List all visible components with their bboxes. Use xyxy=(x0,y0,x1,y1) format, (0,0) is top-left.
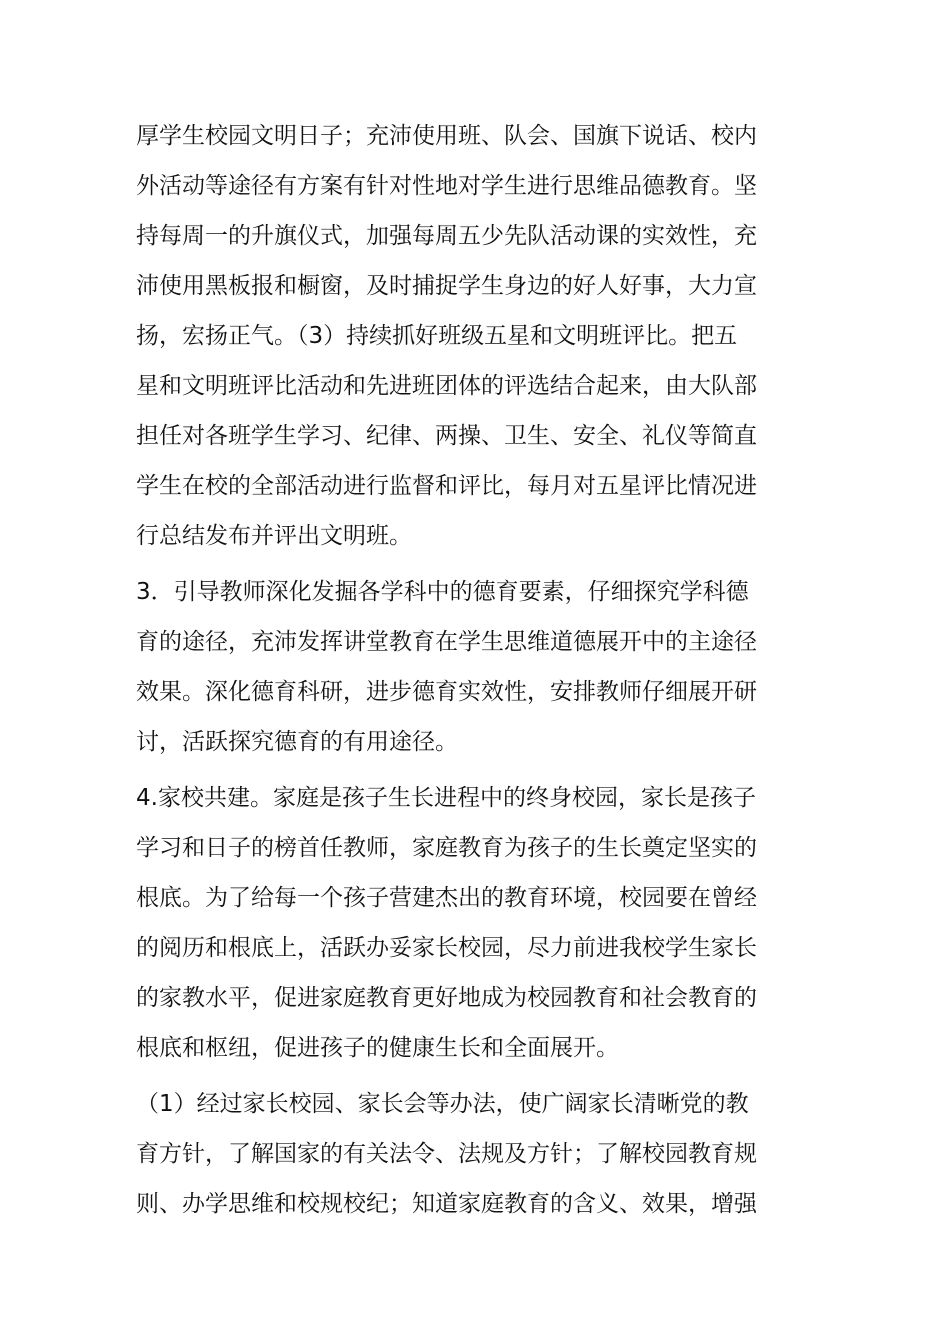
paragraph-4 xyxy=(136,1084,836,1234)
paragraph-line: 育方针，了解国家的有关法令、法规及方针；了解校园教育规 xyxy=(136,1141,757,1167)
paragraph-line: 扬，宏扬正气。（3）持续抓好班级五星和文明班评比。把五 xyxy=(136,323,738,349)
paragraph-3 xyxy=(136,778,836,1078)
paragraph-line: 外活动等途径有方案有针对性地对学生进行思维品德教育。坚 xyxy=(136,173,757,199)
paragraph-line: 效果。深化德育科研，进步德育实效性，安排教师仔细展开研 xyxy=(136,679,757,705)
paragraph-line: 学习和日子的榜首任教师，家庭教育为孩子的生长奠定坚实的 xyxy=(136,835,757,861)
paragraph-line: 担任对各班学生学习、纪律、两操、卫生、安全、礼仪等简直 xyxy=(136,423,757,449)
document-body xyxy=(136,116,836,1234)
paragraph-line: （1）经过家长校园、家长会等办法，使广阔家长清晰党的教 xyxy=(136,1091,749,1117)
paragraph-2 xyxy=(136,572,836,772)
paragraph-line: 星和文明班评比活动和先进班团体的评选结合起来，由大队部 xyxy=(136,373,757,399)
paragraph-line: 讨，活跃探究德育的有用途径。 xyxy=(136,729,458,755)
paragraph-line: 的家教水平，促进家庭教育更好地成为校园教育和社会教育的 xyxy=(136,985,757,1011)
paragraph-line: 的阅历和根底上，活跃办妥家长校园，尽力前进我校学生家长 xyxy=(136,935,757,961)
paragraph-line: 厚学生校园文明日子；充沛使用班、队会、国旗下说话、校内 xyxy=(136,123,757,149)
paragraph-line: 根底和枢纽，促进孩子的健康生长和全面展开。 xyxy=(136,1035,619,1061)
paragraph-line: 持每周一的升旗仪式，加强每周五少先队活动课的实效性，充 xyxy=(136,223,757,249)
paragraph-1 xyxy=(136,116,836,566)
paragraph-line: 育的途径，充沛发挥讲堂教育在学生思维道德展开中的主途径 xyxy=(136,629,757,655)
paragraph-line: 根底。为了给每一个孩子营建杰出的教育环境，校园要在曾经 xyxy=(136,885,757,911)
paragraph-line: 行总结发布并评出文明班。 xyxy=(136,523,412,549)
paragraph-line: 则、办学思维和校规校纪；知道家庭教育的含义、效果，增强 xyxy=(136,1191,757,1217)
paragraph-line: 沛使用黑板报和橱窗，及时捕捉学生身边的好人好事，大力宣 xyxy=(136,273,757,299)
paragraph-line: 学生在校的全部活动进行监督和评比，每月对五星评比情况进 xyxy=(136,473,757,499)
paragraph-line: 4.家校共建。家庭是孩子生长进程中的终身校园，家长是孩子 xyxy=(136,785,756,811)
paragraph-line: 3．引导教师深化发掘各学科中的德育要素，仔细探究学科德 xyxy=(136,579,749,605)
